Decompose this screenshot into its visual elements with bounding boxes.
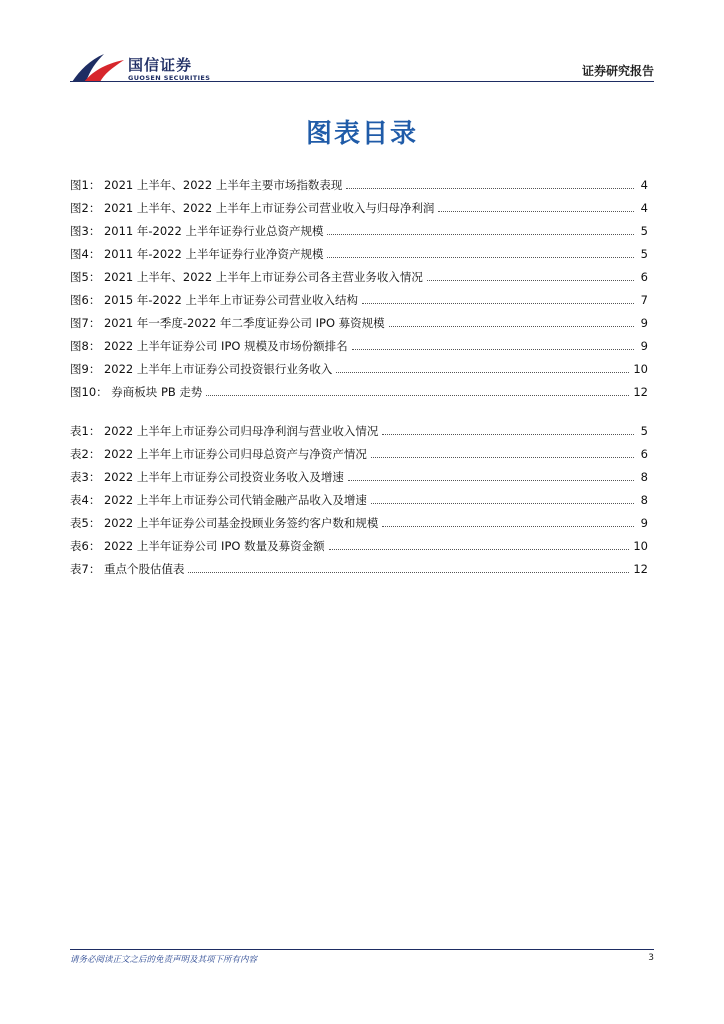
toc-entry-label: 表6： 2022 上半年证券公司 IPO 数量及募资金额 — [70, 539, 325, 553]
dot-leader — [329, 548, 630, 550]
dot-leader — [362, 302, 634, 304]
table-list — [70, 415, 648, 576]
report-type-label: 证券研究报告 — [581, 64, 654, 78]
toc-entry-page: 5 — [640, 424, 648, 438]
toc-entry-label: 图5： 2021 上半年、2022 上半年上市证券公司各主营业务收入情况 — [70, 270, 423, 284]
logo-mark-icon — [70, 52, 126, 84]
toc-entry-label: 表7： 重点个股估值表 — [70, 562, 185, 576]
figure-toc-row[interactable] — [70, 353, 648, 376]
toc-entry-label: 图3： 2011 年-2022 上半年证券行业总资产规模 — [70, 224, 324, 238]
toc-entry-page: 4 — [640, 178, 648, 192]
table-toc-row[interactable] — [70, 438, 648, 461]
dot-leader — [427, 279, 634, 281]
dot-leader — [336, 371, 629, 373]
toc-entry-page: 4 — [640, 201, 648, 215]
dot-leader — [438, 210, 634, 212]
figure-toc-row[interactable] — [70, 238, 648, 261]
footer-page-number: 3 — [648, 953, 654, 963]
header-divider — [70, 81, 654, 82]
toc-entry-label: 图6： 2015 年-2022 上半年上市证券公司营业收入结构 — [70, 293, 358, 307]
toc-entry-page: 10 — [633, 539, 648, 553]
figure-toc-row[interactable] — [70, 169, 648, 192]
table-toc-row[interactable] — [70, 507, 648, 530]
dot-leader — [206, 394, 629, 396]
table-toc-row[interactable] — [70, 415, 648, 438]
dot-leader — [188, 571, 629, 573]
figure-toc-row[interactable] — [70, 261, 648, 284]
toc-entry-label: 表1： 2022 上半年上市证券公司归母净利润与营业收入情况 — [70, 424, 379, 438]
footer-divider — [70, 949, 654, 950]
table-toc-row[interactable] — [70, 484, 648, 507]
figure-toc-row[interactable] — [70, 330, 648, 353]
toc-entry-page: 8 — [640, 493, 648, 507]
toc-entry-label: 表4： 2022 上半年上市证券公司代销金融产品收入及增速 — [70, 493, 367, 507]
footer-disclaimer: 请务必阅读正文之后的免责声明及其项下所有内容 — [70, 955, 258, 965]
figure-toc-row[interactable] — [70, 215, 648, 238]
dot-leader — [382, 433, 634, 435]
figure-list — [70, 169, 648, 399]
page-title: 图表目录 — [305, 119, 418, 149]
dot-leader — [327, 256, 634, 258]
table-toc-row[interactable] — [70, 461, 648, 484]
toc-entry-label: 图2： 2021 上半年、2022 上半年上市证券公司营业收入与归母净利润 — [70, 201, 435, 215]
table-toc-row[interactable] — [70, 530, 648, 553]
toc-entry-label: 表3： 2022 上半年上市证券公司投资业务收入及增速 — [70, 470, 344, 484]
dot-leader — [371, 456, 634, 458]
dot-leader — [382, 525, 634, 527]
toc-entry-page: 5 — [640, 247, 648, 261]
dot-leader — [352, 348, 634, 350]
toc-entry-page: 8 — [640, 470, 648, 484]
dot-leader — [371, 502, 634, 504]
page-header — [0, 0, 724, 90]
figure-toc-row[interactable] — [70, 284, 648, 307]
dot-leader — [346, 187, 634, 189]
toc-entry-label: 图4： 2011 年-2022 上半年证券行业净资产规模 — [70, 247, 324, 261]
logo-english-name: GUOSEN SECURITIES — [128, 74, 211, 82]
toc-entry-page: 9 — [640, 316, 648, 330]
toc-entry-page: 12 — [633, 385, 648, 399]
toc-entry-label: 表2： 2022 上半年上市证券公司归母总资产与净资产情况 — [70, 447, 367, 461]
toc-entry-label: 图10： 券商板块 PB 走势 — [70, 385, 203, 399]
toc-entry-label: 图8： 2022 上半年证券公司 IPO 规模及市场份额排名 — [70, 339, 348, 353]
toc-entry-label: 图1： 2021 上半年、2022 上半年主要市场指数表现 — [70, 178, 343, 192]
table-toc-row[interactable] — [70, 553, 648, 576]
toc-entry-label: 表5： 2022 上半年证券公司基金投顾业务签约客户数和规模 — [70, 516, 379, 530]
toc-entry-page: 12 — [633, 562, 648, 576]
figure-toc-row[interactable] — [70, 376, 648, 399]
toc-entry-label: 图9： 2022 上半年上市证券公司投资银行业务收入 — [70, 362, 333, 376]
toc-entry-label: 图7： 2021 年一季度-2022 年二季度证券公司 IPO 募资规模 — [70, 316, 385, 330]
company-logo — [70, 50, 211, 88]
figure-toc-row[interactable] — [70, 192, 648, 215]
table-of-figures — [70, 169, 648, 576]
dot-leader — [327, 233, 634, 235]
logo-chinese-name: 国信证券 — [128, 56, 193, 74]
toc-entry-page: 9 — [640, 516, 648, 530]
dot-leader — [348, 479, 634, 481]
section-gap — [70, 399, 648, 415]
toc-entry-page: 6 — [640, 270, 648, 284]
dot-leader — [389, 325, 634, 327]
toc-entry-page: 6 — [640, 447, 648, 461]
toc-entry-page: 9 — [640, 339, 648, 353]
toc-entry-page: 10 — [633, 362, 648, 376]
toc-entry-page: 5 — [640, 224, 648, 238]
toc-entry-page: 7 — [640, 293, 648, 307]
figure-toc-row[interactable] — [70, 307, 648, 330]
